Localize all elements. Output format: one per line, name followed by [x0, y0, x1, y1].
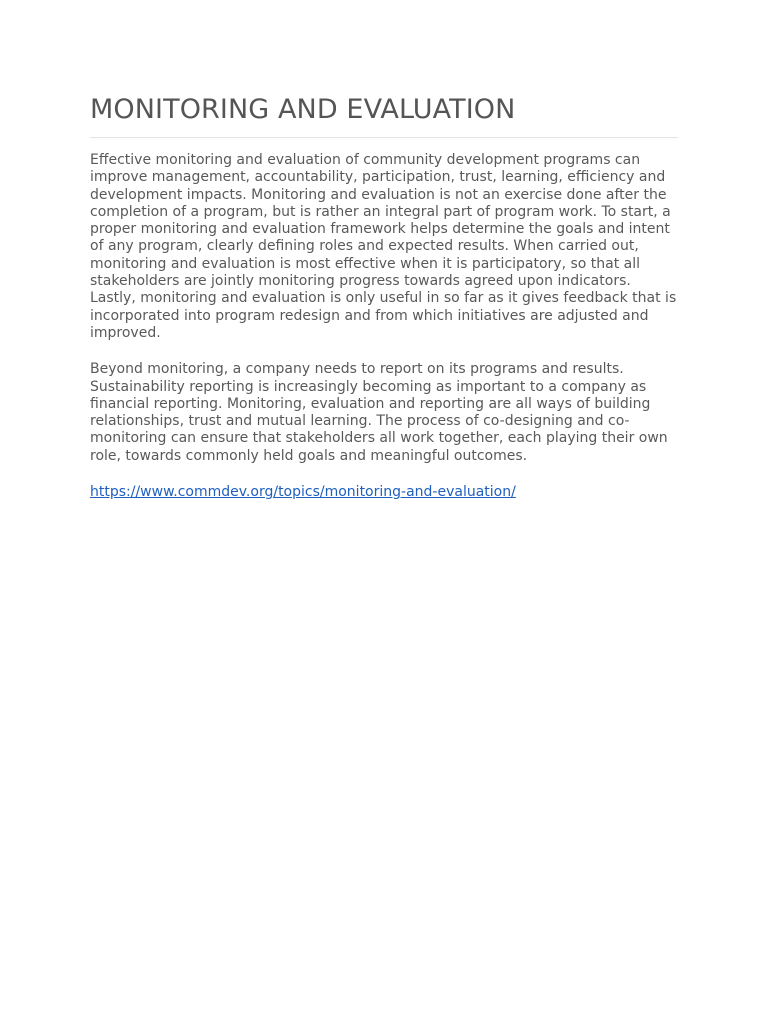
document-page	[90, 92, 678, 501]
body-paragraph-1: Effective monitoring and evaluation of community development programs can improve management, accountability, participation, trust, learning, efficiency and development impacts. Monitoring and evaluation is not an exercise done after the completion of a program, but is rather an integral part of program work. To start, a proper monitoring and evaluation framework helps determine the goals and intent of any program, clearly defining roles and expected results. When carried out, monitoring and evaluation is most effective when it is participatory, so that all stakeholders are jointly monitoring progress towards agreed upon indicators. Lastly, monitoring and evaluation is only useful in so far as it gives feedback that is incorporated into program redesign and from which initiatives are adjusted and improved.	[90, 152, 677, 341]
source-link-line	[90, 484, 678, 501]
page-title: MONITORING AND EVALUATION	[90, 92, 678, 138]
body-paragraph-2: Beyond monitoring, a company needs to report on its programs and results. Sustainability reporting is increasingly becoming as important to a company as financial reporting. Monitoring, evaluation and reporting are all ways of building relationships, trust and mutual learning. The process of co-designing and co-monitoring can ensure that stakeholders all work together, each playing their own role, towards commonly held goals and meaningful outcomes.	[90, 361, 668, 464]
source-link[interactable]: https://www.commdev.org/topics/monitoring-and-evaluation/	[90, 484, 516, 501]
